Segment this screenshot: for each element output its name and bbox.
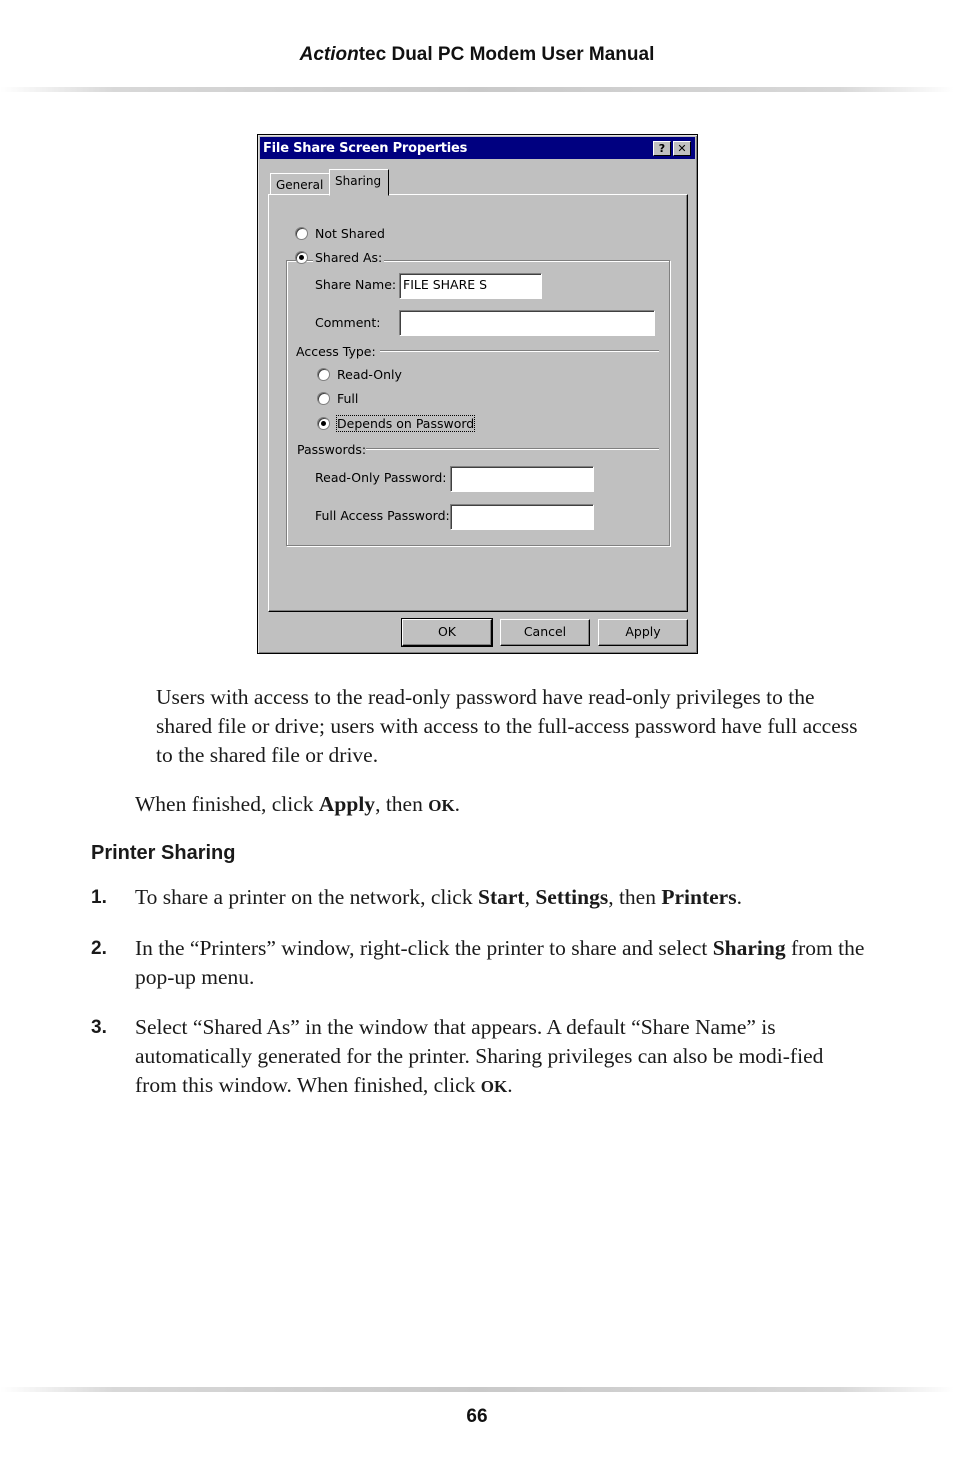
period-text: . xyxy=(736,885,742,909)
step-text xyxy=(135,1013,850,1101)
settings-keyword: Settings xyxy=(535,885,609,909)
help-icon[interactable]: ? xyxy=(653,141,671,156)
step-number: 2. xyxy=(91,938,107,959)
read-only-password-label: Read-Only Password: xyxy=(315,470,447,485)
printers-keyword: Printers xyxy=(661,885,737,909)
period-text: . xyxy=(507,1073,513,1097)
apply-button[interactable]: Apply xyxy=(598,619,688,646)
header-title: tec Dual PC Modem User Manual xyxy=(358,44,655,65)
dialog-titlebar xyxy=(260,137,695,159)
comment-input[interactable] xyxy=(399,310,655,336)
shared-as-label: Shared As: xyxy=(315,250,383,265)
tab-sharing-label: Sharing xyxy=(335,174,382,188)
dialog-title: File Share Screen Properties xyxy=(263,141,468,156)
step2-end-text: from the pop-up menu. xyxy=(135,936,865,989)
then-text: , then xyxy=(608,885,662,909)
section-heading: Printer Sharing xyxy=(91,842,236,864)
step-text xyxy=(135,934,875,992)
comment-label: Comment: xyxy=(315,315,381,330)
cancel-button[interactable]: Cancel xyxy=(500,619,590,646)
ok-button[interactable]: OK xyxy=(402,619,492,646)
file-share-properties-dialog xyxy=(257,134,698,654)
sharing-keyword: Sharing xyxy=(712,936,786,960)
step1-text: To share a printer on the network, click xyxy=(135,885,478,909)
read-only-radio[interactable] xyxy=(317,368,330,381)
passwords-divider xyxy=(366,448,659,450)
tab-general[interactable]: General xyxy=(270,173,330,195)
header-rule xyxy=(0,87,954,92)
not-shared-label: Not Shared xyxy=(315,226,385,241)
shared-as-radio[interactable] xyxy=(295,251,308,264)
full-label: Full xyxy=(337,391,359,406)
page-header xyxy=(0,44,954,66)
ok-keyword: OK xyxy=(428,796,455,815)
full-access-password-input[interactable] xyxy=(450,504,594,530)
step3-text: Select “Shared As” in the window that appears. A default “Share Name” is automatically generated for the printer. Sharing privileges can also be modi-fied from this window. When finished, click xyxy=(135,1015,824,1097)
ok-keyword: OK xyxy=(480,1077,508,1096)
share-name-input[interactable]: FILE SHARE S xyxy=(399,273,542,299)
close-icon[interactable]: ✕ xyxy=(673,141,691,156)
paragraph-when-finished xyxy=(135,790,875,820)
passwords-label: Passwords: xyxy=(297,442,367,457)
access-type-label: Access Type: xyxy=(296,344,376,359)
start-keyword: Start xyxy=(477,885,525,909)
step-number: 3. xyxy=(91,1017,107,1038)
not-shared-radio[interactable] xyxy=(295,227,308,240)
depends-on-password-radio[interactable] xyxy=(317,417,330,430)
step-number: 1. xyxy=(91,887,107,908)
full-access-password-label: Full Access Password: xyxy=(315,508,450,523)
read-only-password-input[interactable] xyxy=(450,466,594,492)
depends-on-password-label: Depends on Password xyxy=(337,416,475,431)
separator-text: , xyxy=(524,885,536,909)
page-number: 66 xyxy=(466,1406,488,1427)
header-brand: Action xyxy=(299,44,359,65)
step-text xyxy=(135,883,875,912)
when-finished-text: When finished, click xyxy=(135,792,319,816)
step2-text: In the “Printers” window, right-click the printer to share and select xyxy=(135,936,713,960)
tab-sharing[interactable] xyxy=(329,169,389,196)
apply-keyword: Apply xyxy=(318,792,376,816)
paragraph-password-privileges: Users with access to the read-only password have read-only privileges to the shared file or drive; users with access to the full-access password have full access to the shared file or drive. xyxy=(156,685,858,767)
share-name-label: Share Name: xyxy=(315,277,397,292)
access-type-divider xyxy=(380,350,659,352)
footer-rule xyxy=(0,1387,954,1392)
read-only-label: Read-Only xyxy=(337,367,402,382)
then-text: , then xyxy=(375,792,429,816)
full-radio[interactable] xyxy=(317,392,330,405)
period-text: . xyxy=(454,792,461,816)
